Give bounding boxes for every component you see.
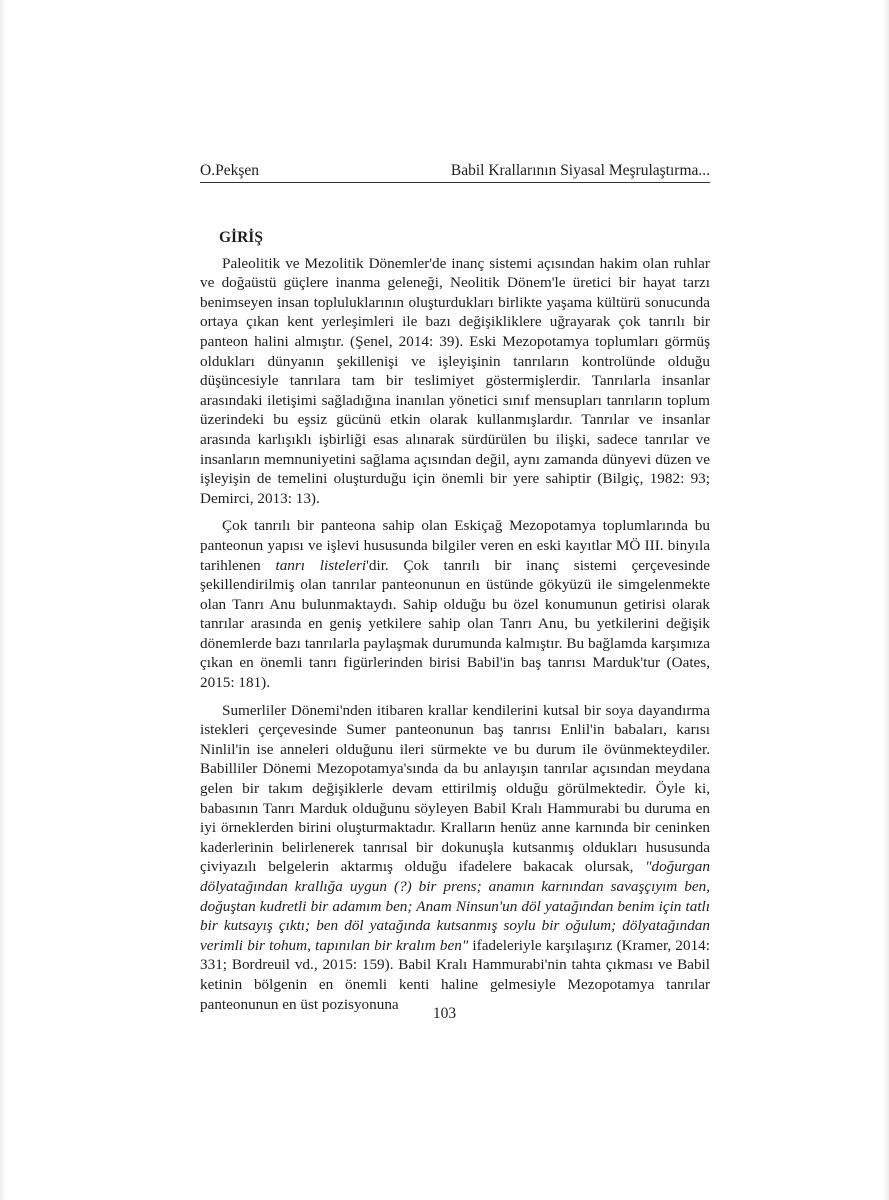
paragraph-3	[200, 701, 710, 1015]
page-body	[200, 228, 710, 1022]
section-title: GİRİŞ	[219, 229, 263, 246]
paragraph-3-text-b: ifadeleriyle karşılaşırız (Kramer, 2014: 331; Bordreuil vd., 2015: 159). Babil Kralı Hammurabi'nin tahta çıkması ve Babil ketinin bölgenin en önemli kenti haline gelmesiyle Mezopotamya tanrılar panteonunun en üst pozisyonuna	[200, 936, 710, 1013]
paragraph-2-italic: tanrı listeleri	[275, 556, 367, 574]
paragraph-2-text-b: 'dir. Çok tanrılı bir inanç sistemi çerçevesinde şekillendirilmiş olan tanrılar panteonunun en üstünde gökyüzü ile simgelenmekte olan Tanrı Anu bulunmaktaydı. Sahip olduğu bu özel konumunun getirisi olarak tanrılar arasında en geniş yetkilere sahip olan Tanrı Anu, bu yetkilerini değişik dönemlerde bazı tanrılarla paylaşmak durumunda kalmıştır. Bu bağlamda karşımıza çıkan en önemli tanrı figürlerinden birisi Babil'in baş tanrısı Marduk'tur (Oates, 2015: 181).	[200, 556, 710, 692]
running-header	[200, 160, 710, 183]
header-author: O.Pekşen	[200, 162, 259, 179]
paragraph-3-quote: "doğurgan dölyatağından krallığa uygun (?) bir prens; anamın karnından savaşçıyım ben, doğuştan kudretli bir adamım ben; Anam Ninsun'un döl yatağından benim için tatlı bir kutsayış çıktı; ben döl yatağında kutsanmış soylu bir oğulum; dölyatağından verimli bir tohum, tapınılan bir kralım ben"	[200, 858, 710, 954]
paragraph-2	[200, 516, 710, 692]
paragraph-3-text-a: Sumerliler Dönemi'nden itibaren krallar kendilerini kutsal bir soya dayandırma istekleri çerçevesinde Sumer panteonunun baş tanrısı Enlil'in babaları, karısı Ninlil'in ise anneleri olduğunu ileri sürmekte ve bu durum ile övünmekteydiler. Babilliler Dönemi Mezopotamya'sında da bu anlayışın tanrılar açısından meydana gelen bir takım değişiklerle devam ettirilmiş olduğu görülmektedir. Öyle ki, babasının Tanrı Marduk olduğunu söyleyen Babil Kralı Hammurabi bu duruma en iyi örneklerden birini oluşturmaktadır. Kralların henüz anne karnında bir ceninken kaderlerinin belirlenerek tanrısal bir dokunuşla kutsanmış oldukları hususunda çiviyazılı belgelerin aktarmış olduğu ifadelere bakacak olursak,	[200, 701, 710, 876]
paragraph-1: Paleolitik ve Mezolitik Dönemler'de inanç sistemi açısından hakim olan ruhlar ve doğaüstü güçlere inanma geleneği, Neolitik Dönem'le üretici bir hayat tarzı benimseyen insan topluluklarının oluşturdukları birlikte yaşama kültürü sonucunda ortaya çıkan kent yerleşimleri ile bazı değişikliklere uğrayarak çok tanrılı bir panteon halini almıştır. (Şenel, 2014: 39). Eski Mezopotamya toplumları görmüş oldukları dünyanın şekillenişi ve işleyişinin tanrıların kontrolünde olduğu düşüncesiyle tanrılara tam bir teslimiyet göstermişlerdir. Tanrılarla insanlar arasındaki iletişimi sağladığına inanılan yönetici sınıf mensupları tanrıların toplum üzerindeki bu eşsiz gücünü etkin olarak kullanmışlardır. Tanrılar ve insanlar arasında karlışıklı işbirliği esas alınarak sürdürülen bu ilişki, sadece tanrılar ve insanların memnuniyetini sağlama açısından değil, aynı zamanda dünyevi düzen ve işleyişin de temelini oluşturduğu için önemli bir yere sahiptir (Bilgiç, 1982: 93; Demirci, 2013: 13).	[200, 254, 710, 507]
paragraph-2-text-a: Çok tanrılı bir panteona sahip olan Eskiçağ Mezopotamya toplumlarında bu panteonun yapısı ve işlevi hususunda bilgiler veren en eski kayıtlar MÖ III. binyıla tarihlenen	[200, 517, 710, 574]
header-title: Babil Krallarının Siyasal Meşrulaştırma...	[450, 162, 710, 179]
page-number: 103	[432, 1005, 457, 1022]
